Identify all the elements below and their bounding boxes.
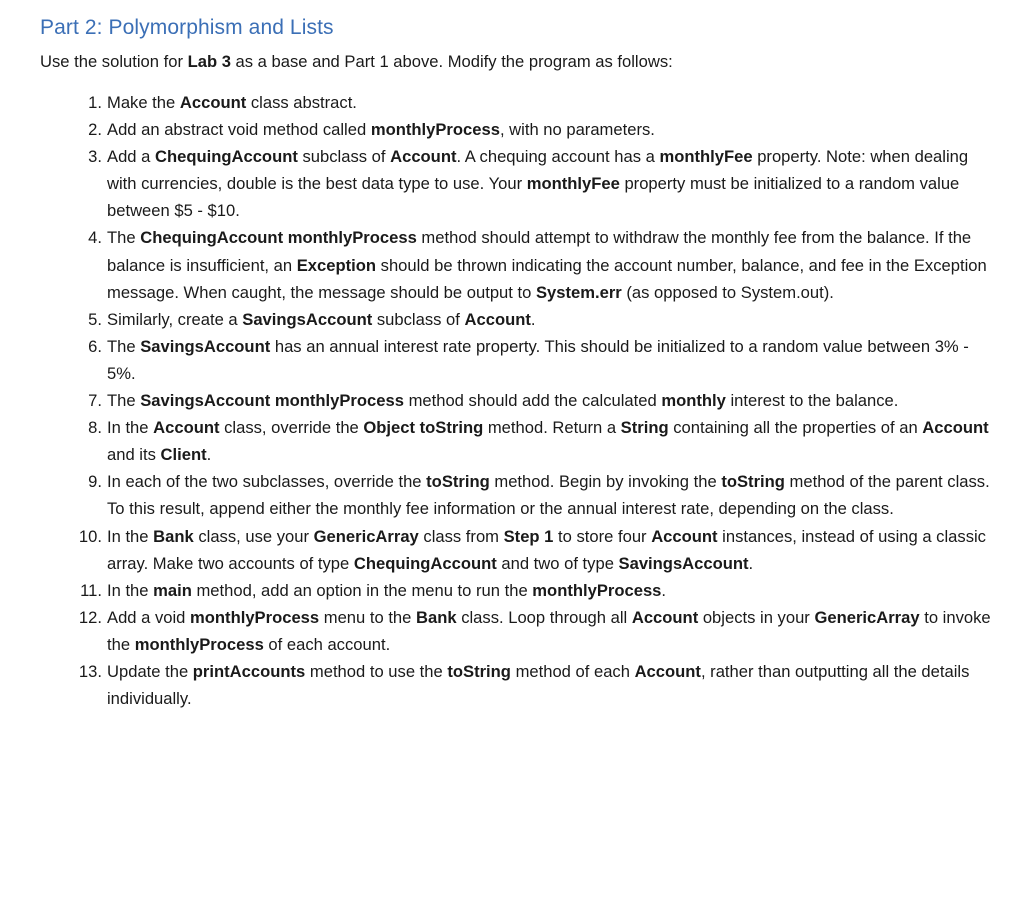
text-run: method should add the calculated — [403, 391, 662, 411]
bold-term: Bank — [153, 526, 194, 546]
list-item — [40, 387, 1000, 414]
list-item-number: 9. — [88, 472, 102, 492]
list-item-number: 7. — [88, 391, 102, 411]
list-item-number: 12. — [78, 607, 102, 627]
list-item-number: 8. — [88, 418, 102, 438]
bold-term: toString — [447, 661, 511, 681]
text-run: Use the solution for — [40, 52, 188, 71]
text-run: as a base and Part 1 above. Modify the program as follows: — [230, 52, 673, 71]
text-run: , with no parameters. — [499, 120, 655, 140]
list-item — [40, 468, 1000, 522]
bold-term: ChequingAccount — [353, 553, 497, 573]
bold-term: Account — [922, 418, 989, 438]
list-item-number: 2. — [88, 120, 102, 140]
text-run: In each of the two subclasses, override the — [107, 472, 427, 492]
list-item — [40, 116, 1000, 143]
bold-term: String — [620, 418, 669, 438]
list-item-number: 13. — [78, 661, 102, 681]
text-run: class, override the — [219, 418, 364, 438]
bold-term: printAccounts — [192, 661, 306, 681]
text-run: method of the parent class. To this result, append either the monthly fee information or the annual interest rate, depending on the class. — [107, 472, 990, 519]
text-run: and its — [107, 445, 161, 465]
bold-term: ChequingAccount monthlyProcess — [140, 228, 417, 248]
text-run: Similarly, create a — [107, 309, 243, 329]
text-run: Add a — [107, 147, 155, 167]
bold-term: Step 1 — [503, 526, 554, 546]
bold-term: monthlyProcess — [190, 607, 320, 627]
text-run: class, use your — [193, 526, 314, 546]
list-item — [40, 604, 1000, 658]
text-run: method. Begin by invoking the — [489, 472, 722, 492]
list-item — [40, 333, 1000, 387]
bold-term: SavingsAccount monthlyProcess — [140, 391, 404, 411]
text-run: subclass of — [372, 309, 465, 329]
list-item — [40, 523, 1000, 577]
text-run: . — [530, 309, 536, 329]
text-run: Make the — [107, 93, 180, 112]
bold-term: main — [153, 580, 192, 600]
text-run: subclass of — [297, 147, 391, 167]
intro-paragraph — [40, 48, 1000, 75]
bold-term: Account — [179, 93, 247, 112]
text-run: . — [206, 445, 212, 465]
bold-term: SavingsAccount — [618, 553, 749, 573]
bold-term: GenericArray — [814, 607, 920, 627]
text-run: method of each — [510, 661, 635, 681]
text-run: . A chequing account has a — [456, 147, 660, 167]
list-item — [40, 89, 1000, 116]
bold-term: Exception — [296, 255, 377, 275]
list-item — [40, 224, 1000, 305]
text-run: to invoke the — [107, 607, 991, 654]
list-item — [40, 577, 1000, 604]
bold-term: monthlyFee — [526, 174, 620, 194]
bold-term: monthlyProcess — [532, 580, 662, 600]
text-run: has an annual interest rate property. This should be initialized to a random value between 3% - 5%. — [107, 336, 969, 383]
document-page — [40, 14, 1000, 712]
bold-term: monthlyFee — [659, 147, 753, 167]
text-run: objects in your — [698, 607, 815, 627]
section-heading: Part 2: Polymorphism and Lists — [40, 16, 334, 39]
text-run: Add a void — [107, 607, 191, 627]
text-run: menu to the — [319, 607, 416, 627]
text-run: interest to the balance. — [725, 391, 899, 411]
text-run: method. Return a — [483, 418, 621, 438]
instruction-list — [40, 89, 1000, 712]
text-run: class from — [418, 526, 504, 546]
text-run: containing all the properties of an — [668, 418, 923, 438]
bold-term: Account — [634, 661, 701, 681]
text-run: of each account. — [263, 634, 391, 654]
text-run: , rather than outputting all the details individually. — [107, 661, 970, 709]
list-item-number: 6. — [88, 336, 102, 356]
text-run: instances, instead of using a classic array. Make two accounts of type — [107, 526, 986, 573]
bold-term: GenericArray — [313, 526, 419, 546]
bold-term: monthlyProcess — [134, 634, 264, 654]
bold-term: monthly — [661, 391, 726, 411]
bold-term: Bank — [416, 607, 457, 627]
list-item — [40, 658, 1000, 712]
list-item — [40, 306, 1000, 333]
bold-term: SavingsAccount — [140, 336, 271, 356]
text-run: In the — [107, 580, 154, 600]
text-run: . — [748, 553, 754, 573]
text-run: The — [107, 228, 141, 248]
text-run: In the — [107, 418, 154, 438]
text-run: The — [107, 391, 141, 411]
bold-term: Account — [631, 607, 699, 627]
list-item-number: 1. — [88, 93, 102, 112]
bold-term: Account — [651, 526, 718, 546]
bold-term: System.err — [535, 282, 622, 302]
text-run: method should attempt to withdraw the monthly fee from the balance. If the balance is insufficient, an — [107, 228, 972, 275]
bold-term: Client — [160, 445, 207, 465]
list-item — [40, 414, 1000, 468]
bold-term: ChequingAccount — [154, 147, 298, 167]
bold-term: Lab 3 — [187, 52, 231, 71]
bold-term: Account — [464, 309, 531, 329]
text-run: In the — [107, 526, 154, 546]
bold-term: toString — [721, 472, 785, 492]
list-item-number: 4. — [88, 228, 102, 248]
text-run: method, add an option in the menu to run the — [191, 580, 533, 600]
list-item-number: 10. — [78, 526, 102, 546]
bold-term: Object toString — [363, 418, 484, 438]
bold-term: Account — [390, 147, 457, 167]
text-run: class. Loop through all — [456, 607, 632, 627]
text-run: and two of type — [496, 553, 619, 573]
text-run: should be thrown indicating the account number, balance, and fee in the Exception message. When caught, the message should be output to — [107, 255, 987, 302]
bold-term: Account — [153, 418, 220, 438]
list-item-number: 3. — [88, 147, 102, 167]
text-run: property. Note: when dealing with currencies, double is the best data type to use. Your — [107, 147, 969, 194]
bold-term: SavingsAccount — [242, 309, 373, 329]
text-run: property must be initialized to a random value between $5 - $10. — [107, 174, 960, 221]
list-item-number: 5. — [88, 309, 102, 329]
text-run: (as opposed to System.out). — [621, 282, 834, 302]
text-run: Update the — [107, 661, 193, 681]
bold-term: monthlyProcess — [370, 120, 500, 140]
text-run: Add an abstract void method called — [107, 120, 371, 140]
text-run: . — [661, 580, 667, 600]
text-run: The — [107, 336, 141, 356]
text-run: method to use the — [305, 661, 448, 681]
text-run: class abstract. — [246, 93, 357, 112]
list-item — [40, 143, 1000, 224]
list-item-number: 11. — [80, 580, 102, 600]
bold-term: toString — [426, 472, 490, 492]
text-run: to store four — [553, 526, 652, 546]
